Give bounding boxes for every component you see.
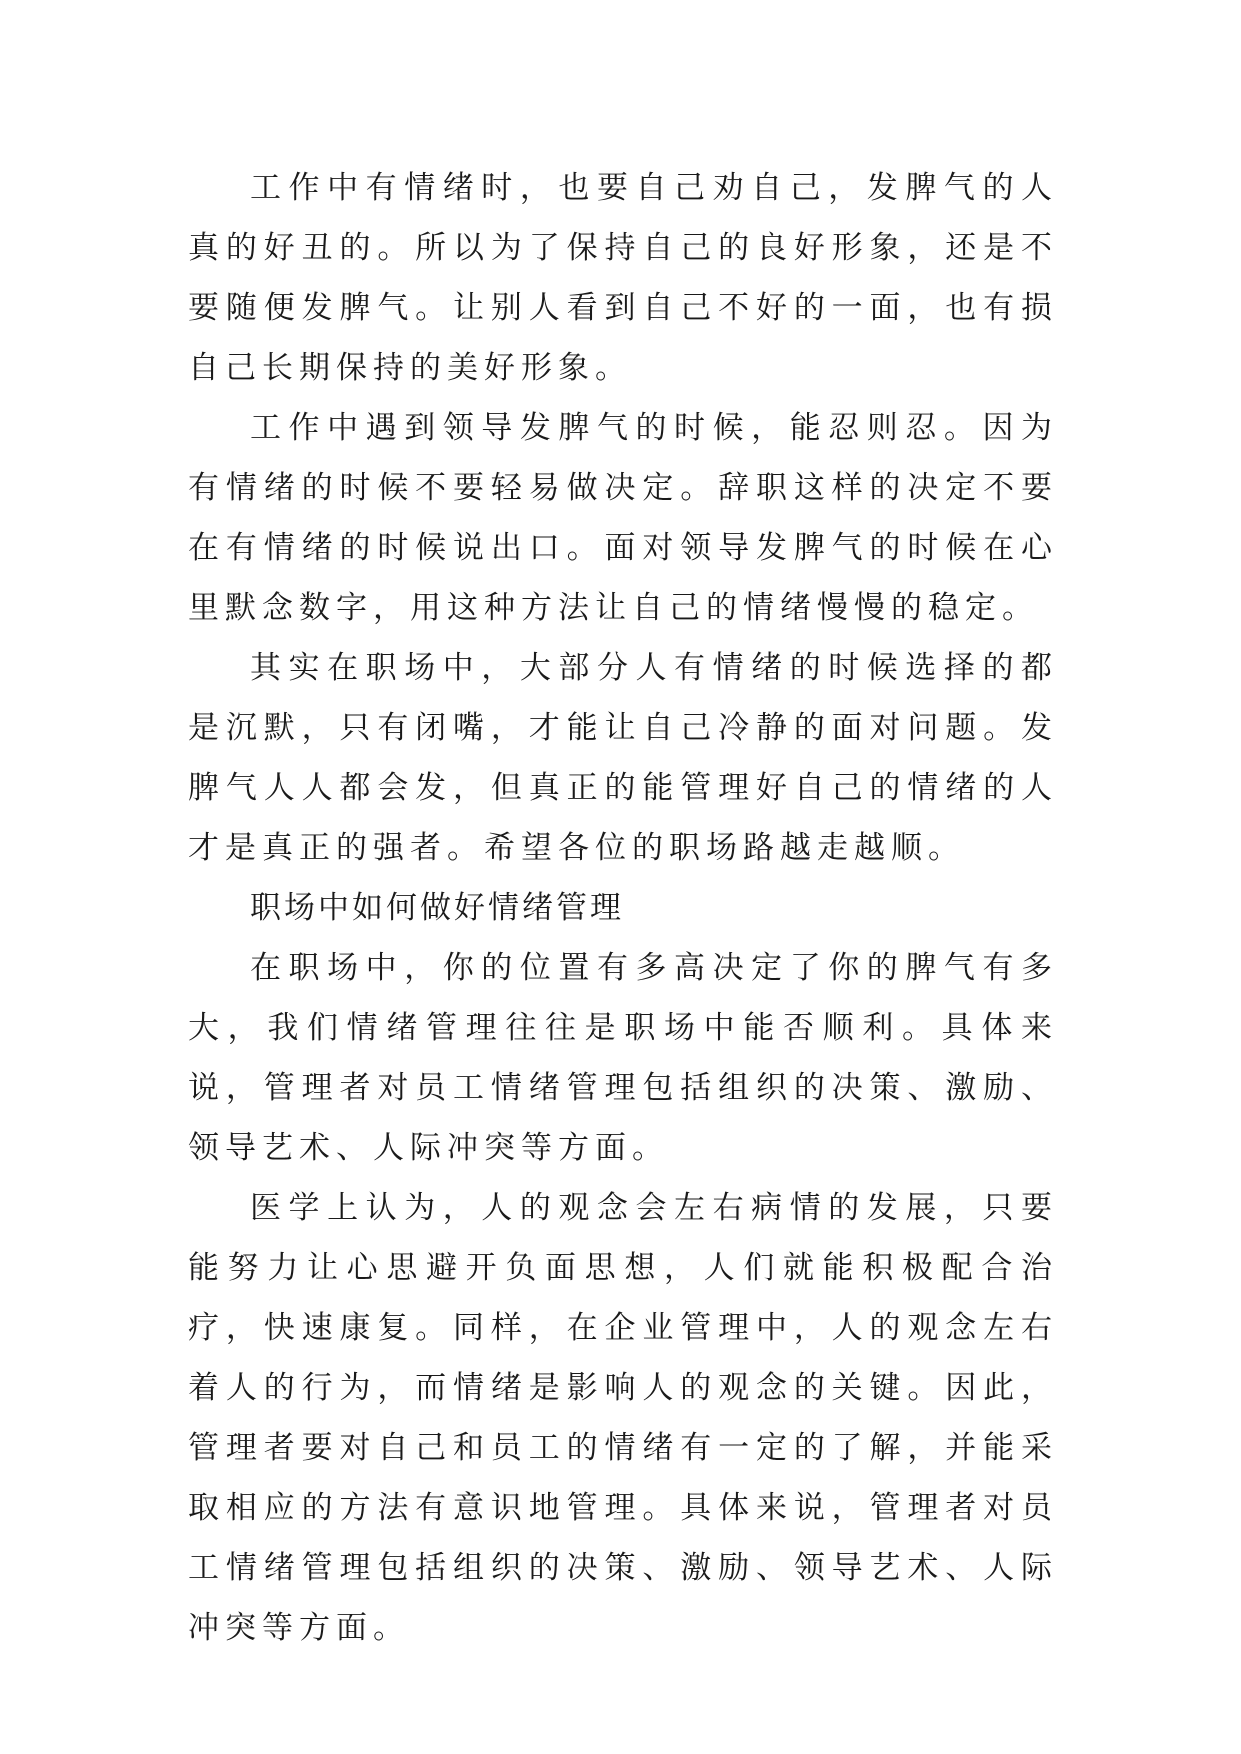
paragraph-3: 其实在职场中，大部分人有情绪的时候选择的都是沉默，只有闭嘴，才能让自己冷静的面对问题。发脾气人人都会发，但真正的能管理好自己的情绪的人才是真正的强者。希望各位的职场路越走越顺。: [188, 650, 1058, 866]
paragraph-4: 在职场中，你的位置有多高决定了你的脾气有多大，我们情绪管理往往是职场中能否顺利。具体来说，管理者对员工情绪管理包括组织的决策、激励、领导艺术、人际冲突等方面。: [188, 950, 1058, 1166]
paragraph-2: 工作中遇到领导发脾气的时候，能忍则忍。因为有情绪的时候不要轻易做决定。辞职这样的决定不要在有情绪的时候说出口。面对领导发脾气的时候在心里默念数字，用这种方法让自己的情绪慢慢的稳定。: [188, 410, 1058, 626]
paragraph-1: 工作中有情绪时，也要自己劝自己，发脾气的人真的好丑的。所以为了保持自己的良好形象，还是不要随便发脾气。让别人看到自己不好的一面，也有损自己长期保持的美好形象。: [188, 170, 1058, 386]
paragraph-5: 医学上认为，人的观念会左右病情的发展，只要能努力让心思避开负面思想，人们就能积极配合治疗，快速康复。同样，在企业管理中，人的观念左右着人的行为，而情绪是影响人的观念的关键。因此，管理者要对自己和员工的情绪有一定的了解，并能采取相应的方法有意识地管理。具体来说，管理者对员工情绪管理包括组织的决策、激励、领导艺术、人际冲突等方面。: [188, 1190, 1058, 1646]
document-body: [188, 158, 1058, 1658]
section-heading: 职场中如何做好情绪管理: [250, 890, 624, 926]
